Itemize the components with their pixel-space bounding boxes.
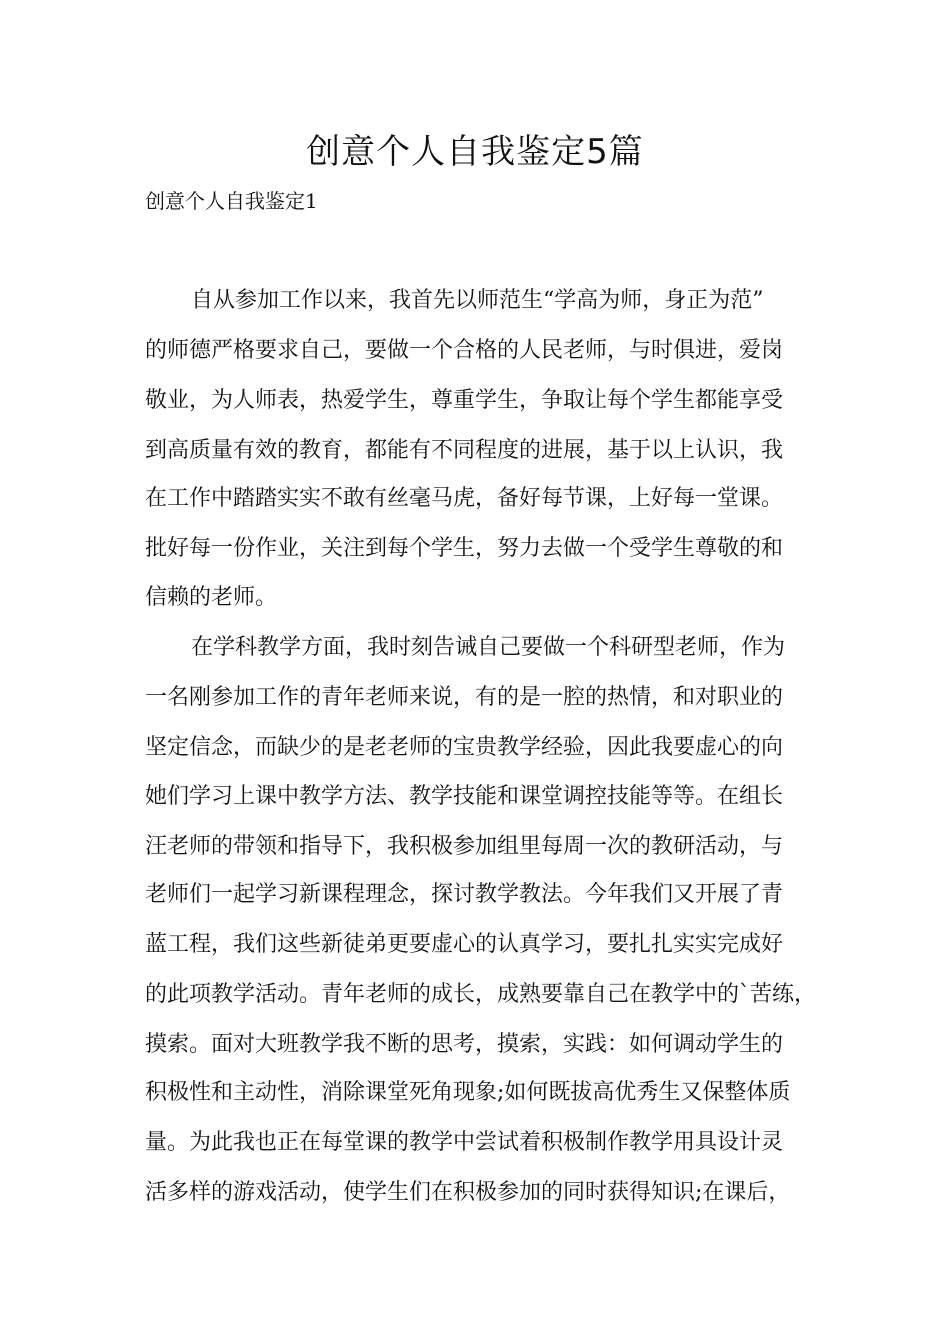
paragraph-2-line-9: 摸索。面对大班教学我不断的思考，摸索，实践：如何调动学生的 <box>145 1032 784 1057</box>
paragraph-1-line-1: 自从参加工作以来，我首先以师范生“学高为师，身正为范” <box>191 288 764 313</box>
paragraph-1-line-6: 批好每一份作业，关注到每个学生，努力去做一个受学生尊敬的和 <box>145 536 784 561</box>
section-heading: 创意个人自我鉴定1 <box>145 189 318 213</box>
paragraph-1-line-5: 在工作中踏踏实实不敢有丝毫马虎，备好每节课，上好每一堂课。 <box>145 486 784 511</box>
paragraph-2-line-6: 老师们一起学习新课程理念，探讨教学教法。今年我们又开展了青 <box>145 882 784 907</box>
paragraph-2-line-7: 蓝工程，我们这些新徒弟更要虚心的认真学习，要扎扎实实完成好 <box>145 932 784 957</box>
paragraph-1-line-7: 信赖的老师。 <box>145 585 278 610</box>
paragraph-2-line-8: 的此项教学活动。青年老师的成长，成熟要靠自己在教学中的`苦练， <box>145 982 817 1007</box>
paragraph-2-line-4: 她们学习上课中教学方法、教学技能和课堂调控技能等等。在组长 <box>145 784 784 809</box>
document-title: 创意个人自我鉴定5篇 <box>306 132 644 172</box>
paragraph-2-line-12: 活多样的游戏活动，使学生们在积极参加的同时获得知识;在课后， <box>145 1180 791 1205</box>
paragraph-2-line-2: 一名刚参加工作的青年老师来说，有的是一腔的热情，和对职业的 <box>145 685 784 710</box>
paragraph-2-line-11: 量。为此我也正在每堂课的教学中尝试着积极制作教学用具设计灵 <box>145 1130 784 1155</box>
paragraph-1-line-4: 到高质量有效的教育，都能有不同程度的进展，基于以上认识，我 <box>145 438 784 463</box>
paragraph-1-line-2: 的师德严格要求自己，要做一个合格的人民老师，与时俱进，爱岗 <box>145 338 784 363</box>
paragraph-2-line-3: 坚定信念，而缺少的是老老师的宝贵教学经验，因此我要虚心的向 <box>145 735 784 760</box>
paragraph-2-line-5: 汪老师的带领和指导下，我积极参加组里每周一次的教研活动，与 <box>145 834 784 859</box>
paragraph-2-line-1: 在学科教学方面，我时刻告诫自己要做一个科研型老师，作为 <box>191 635 786 660</box>
paragraph-1-line-3: 敬业，为人师表，热爱学生，尊重学生，争取让每个学生都能享受 <box>145 388 784 413</box>
paragraph-2-line-10: 积极性和主动性，消除课堂死角现象;如何既拔高优秀生又保整体质 <box>145 1080 791 1105</box>
